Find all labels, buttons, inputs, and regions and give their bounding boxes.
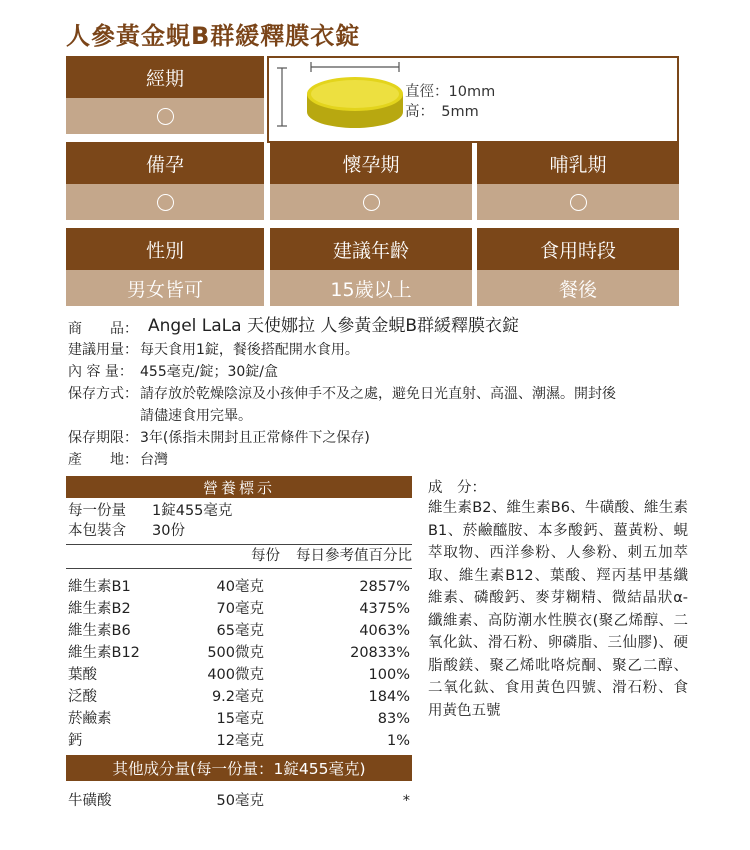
nutrient-name: 葉酸 bbox=[68, 667, 97, 683]
ingredients-text: 維生素B2、維生素B6、牛磺酸、維生素B1、菸鹼醯胺、本多酸鈣、薑黃粉、蜆萃取物、西洋參粉、人參粉、刺五加萃取、維生素B12、葉酸、羥丙基甲基纖維素、磷酸鈣、麥芽糊精、微結晶狀α-纖維素、高防潮水性膜衣(聚乙烯醇、二氧化鈦、滑石粉、卵磷脂、三仙膠)、硬脂酸鎂、聚乙烯吡咯烷酮、聚乙二醇、二氧化鈦、食用黃色四號、滑石粉、食用黃色五號 bbox=[428, 500, 688, 719]
content-label: 內 容 量： bbox=[68, 364, 133, 380]
package-label: 本包裝含 bbox=[68, 523, 126, 539]
menstrual-status bbox=[66, 98, 264, 134]
divider bbox=[66, 544, 412, 545]
nutrient-name: 泛酸 bbox=[68, 689, 97, 705]
circle-icon bbox=[570, 194, 587, 211]
content-value: 455毫克/錠；30錠/盒 bbox=[140, 364, 278, 380]
nutrient-amount: 70毫克 bbox=[216, 601, 264, 617]
shelf-life-row bbox=[68, 428, 688, 448]
storage-value-line1: 請存放於乾燥陰涼及小孩伸手不及之處，避免日光直射、高溫、潮濕。開封後 bbox=[140, 386, 616, 402]
breastfeeding-header: 哺乳期 bbox=[477, 142, 679, 184]
nutrient-daily-pct: 184% bbox=[368, 689, 410, 705]
nutrient-daily-pct: 2857% bbox=[359, 579, 410, 595]
shelf-life-value: 3年(係指未開封且正常條件下之保存) bbox=[140, 430, 370, 446]
content-row bbox=[68, 362, 688, 382]
origin-label: 產 地： bbox=[68, 452, 138, 468]
dose-label: 建議用量： bbox=[68, 342, 138, 358]
pregnancy-prep-header: 備孕 bbox=[66, 142, 264, 184]
nutrient-daily-pct: 83% bbox=[377, 711, 410, 727]
circle-icon bbox=[157, 194, 174, 211]
dose-row bbox=[68, 340, 688, 360]
age-header: 建議年齡 bbox=[270, 228, 472, 270]
storage-label: 保存方式： bbox=[68, 386, 138, 402]
gender-header: 性別 bbox=[66, 228, 264, 270]
pregnancy-header: 懷孕期 bbox=[270, 142, 472, 184]
serving-value: 1錠455毫克 bbox=[152, 503, 233, 519]
tablet-height: 高： 5mm bbox=[405, 104, 479, 120]
nutrient-name: 鈣 bbox=[68, 733, 83, 749]
product-row bbox=[68, 316, 688, 340]
nutrient-amount: 9.2毫克 bbox=[211, 689, 264, 705]
other-nutrient-amount: 50毫克 bbox=[216, 793, 264, 809]
storage-value-line2: 請儘速食用完畢。 bbox=[140, 408, 252, 424]
nutrient-daily-pct: 4375% bbox=[359, 601, 410, 617]
other-nutrient-daily-pct: * bbox=[402, 793, 410, 809]
menstrual-header: 經期 bbox=[66, 56, 264, 98]
nutrition-header: 營養標示 bbox=[66, 476, 412, 498]
divider bbox=[66, 568, 412, 569]
timing-header: 食用時段 bbox=[477, 228, 679, 270]
nutrient-daily-pct: 20833% bbox=[350, 645, 410, 661]
nutrient-name: 維生素B6 bbox=[68, 623, 131, 639]
nutrient-amount: 12毫克 bbox=[216, 733, 264, 749]
pregnancy-prep-status bbox=[66, 184, 264, 220]
origin-value: 台灣 bbox=[140, 452, 168, 468]
nutrient-daily-pct: 4063% bbox=[359, 623, 410, 639]
breastfeeding-status bbox=[477, 184, 679, 220]
nutrient-daily-pct: 100% bbox=[368, 667, 410, 683]
ingredients-label: 成 分： bbox=[428, 480, 486, 496]
tablet-diameter: 直徑：10mm bbox=[405, 84, 496, 100]
nutrient-amount: 15毫克 bbox=[216, 711, 264, 727]
storage-row bbox=[68, 384, 688, 424]
product-value: Angel LaLa 天使娜拉 人參黃金蜆B群緩釋膜衣錠 bbox=[148, 316, 520, 336]
tablet-specs bbox=[405, 82, 495, 122]
serving-label: 每一份量 bbox=[68, 503, 126, 519]
nutrient-daily-pct: 1% bbox=[386, 733, 410, 749]
dose-value: 每天食用1錠，餐後搭配開水食用。 bbox=[140, 342, 359, 358]
nutrient-name: 維生素B2 bbox=[68, 601, 131, 617]
pregnancy-status bbox=[270, 184, 472, 220]
gender-value: 男女皆可 bbox=[66, 270, 264, 306]
col-daily-value: 每日參考值百分比 bbox=[296, 548, 412, 564]
nutrient-amount: 500微克 bbox=[207, 645, 264, 661]
page-title: 人參黃金蜆B群緩釋膜衣錠 bbox=[66, 22, 361, 50]
nutrient-amount: 40毫克 bbox=[216, 579, 264, 595]
nutrient-name: 菸鹼素 bbox=[68, 711, 112, 727]
timing-value: 餐後 bbox=[477, 270, 679, 306]
nutrient-name: 維生素B12 bbox=[68, 645, 140, 661]
product-label: 商 品： bbox=[68, 321, 138, 337]
shelf-life-label: 保存期限： bbox=[68, 430, 138, 446]
nutrient-name: 維生素B1 bbox=[68, 579, 131, 595]
age-value: 15歲以上 bbox=[270, 270, 472, 306]
other-nutrient-name: 牛磺酸 bbox=[68, 793, 112, 809]
package-value: 30份 bbox=[152, 523, 185, 539]
origin-row bbox=[68, 450, 688, 470]
other-ingredients-header: 其他成分量(每一份量：1錠455毫克) bbox=[66, 755, 412, 781]
circle-icon bbox=[157, 108, 174, 125]
nutrient-amount: 400微克 bbox=[207, 667, 264, 683]
col-per-serving: 每份 bbox=[251, 548, 280, 564]
circle-icon bbox=[363, 194, 380, 211]
nutrient-amount: 65毫克 bbox=[216, 623, 264, 639]
